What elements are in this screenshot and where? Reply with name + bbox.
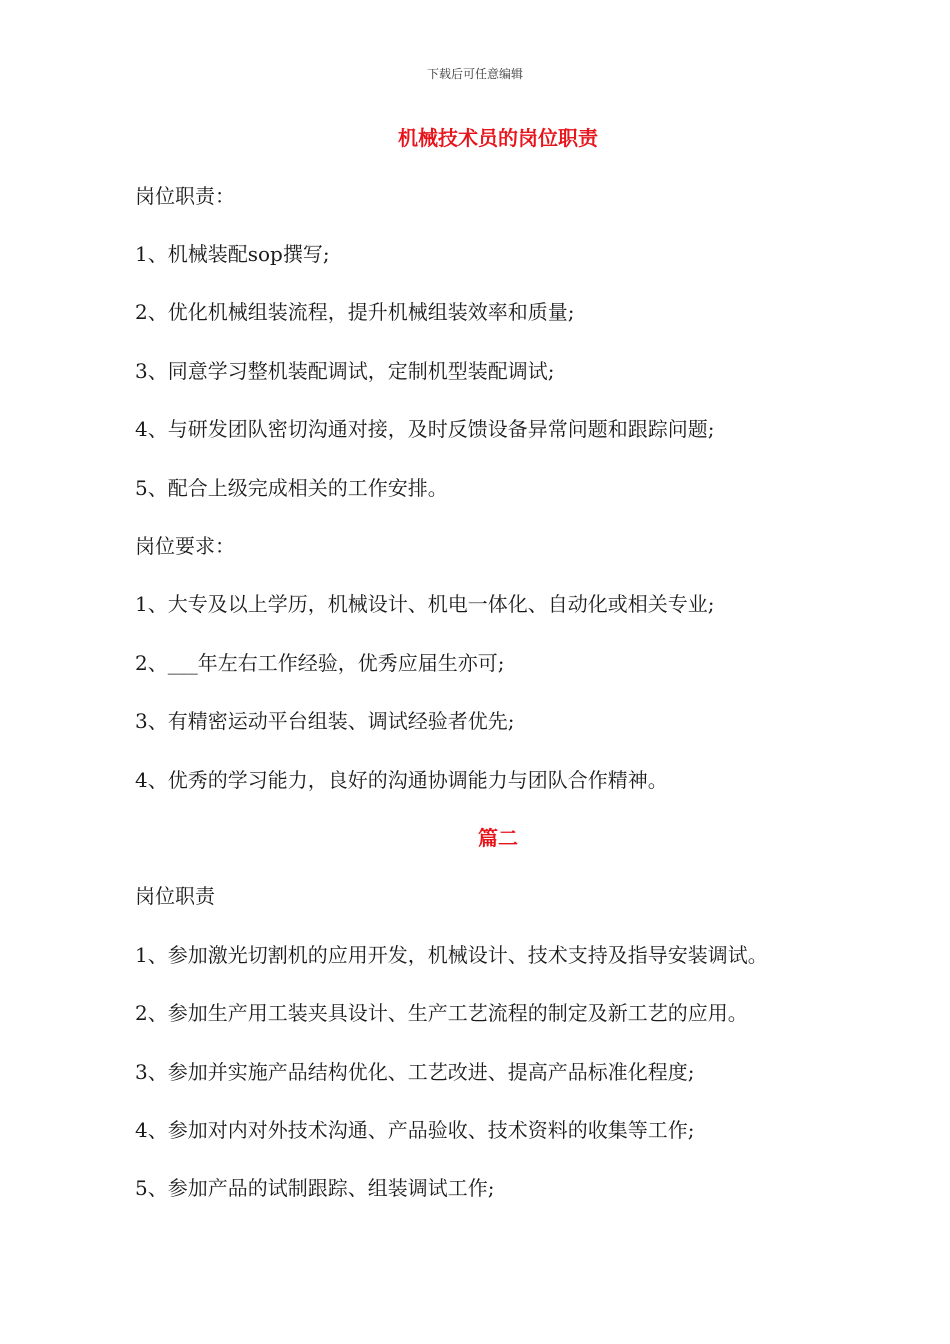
section1-duty-item: 5、配合上级完成相关的工作安排。 bbox=[135, 476, 448, 500]
section1-requirement-item: 3、有精密运动平台组装、调试经验者优先; bbox=[135, 709, 515, 733]
section1-requirement-item: 4、优秀的学习能力，良好的沟通协调能力与团队合作精神。 bbox=[135, 768, 668, 792]
section2-duty-item: 3、参加并实施产品结构优化、工艺改进、提高产品标准化程度; bbox=[135, 1060, 695, 1084]
section2-duties-heading: 岗位职责 bbox=[135, 884, 215, 908]
section2-title: 篇二 bbox=[478, 826, 518, 850]
document-title: 机械技术员的岗位职责 bbox=[398, 126, 598, 150]
section2-duty-item: 5、参加产品的试制跟踪、组装调试工作; bbox=[135, 1176, 495, 1200]
section1-duty-item: 3、同意学习整机装配调试，定制机型装配调试; bbox=[135, 359, 555, 383]
section1-requirements-heading: 岗位要求： bbox=[135, 534, 235, 558]
section1-duty-item: 1、机械装配sop撰写; bbox=[135, 242, 330, 266]
section2-duty-item: 1、参加激光切割机的应用开发，机械设计、技术支持及指导安装调试。 bbox=[135, 943, 768, 967]
section1-duty-item: 2、优化机械组装流程，提升机械组装效率和质量; bbox=[135, 300, 575, 324]
page-header-note: 下载后可任意编辑 bbox=[426, 67, 523, 81]
section2-duty-item: 4、参加对内对外技术沟通、产品验收、技术资料的收集等工作; bbox=[135, 1118, 695, 1142]
section1-duties-heading: 岗位职责： bbox=[135, 184, 235, 208]
section2-duty-item: 2、参加生产用工装夹具设计、生产工艺流程的制定及新工艺的应用。 bbox=[135, 1001, 748, 1025]
section1-requirement-item: 1、大专及以上学历，机械设计、机电一体化、自动化或相关专业; bbox=[135, 592, 715, 616]
section1-duty-item: 4、与研发团队密切沟通对接，及时反馈设备异常问题和跟踪问题; bbox=[135, 417, 715, 441]
section1-requirement-item: 2、___年左右工作经验，优秀应届生亦可; bbox=[135, 651, 505, 675]
